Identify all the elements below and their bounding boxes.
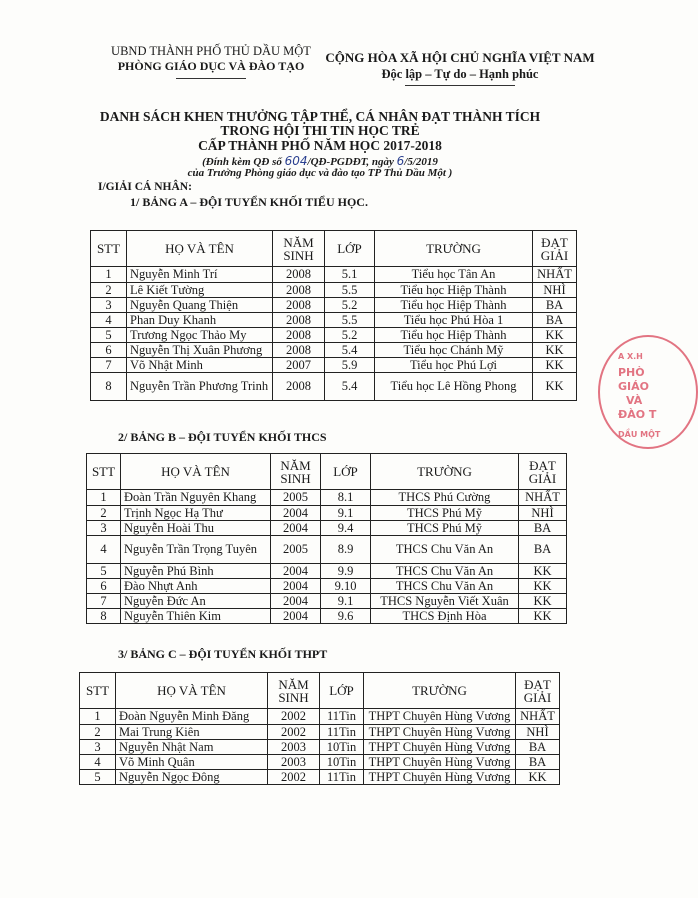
cell-name: Nguyễn Trần Phương Trinh [127,373,273,401]
cell-school: THCS Chu Văn An [371,564,519,579]
cell-year: 2004 [271,579,321,594]
section-individual-awards: I/GIẢI CÁ NHÂN: [98,181,192,193]
cell-school: THCS Chu Văn An [371,579,519,594]
col-year: NĂM SINH [271,454,321,490]
table-row [87,506,567,521]
col-year: NĂM SINH [273,231,325,267]
cell-year: 2008 [273,298,325,313]
cell-class: 8.1 [321,490,371,506]
decision-issuer: của Trưởng Phòng giáo dục và đào tạo TP Thủ Dầu Một ) [187,167,453,179]
col-award: ĐẠT GIẢI [516,673,560,709]
document-title-line2: TRONG HỘI THI TIN HỌC TRẺ [220,123,420,138]
cell-name: Võ Nhật Minh [127,358,273,373]
cell-name: Nguyễn Hoài Thu [121,521,271,536]
department-name: PHÒNG GIÁO DỤC VÀ ĐÀO TẠO [117,59,305,73]
cell-year: 2008 [273,267,325,283]
cell-name: Nguyễn Phú Bình [121,564,271,579]
cell-year: 2007 [273,358,325,373]
cell-name: Nguyễn Trần Trọng Tuyên [121,536,271,564]
cell-name: Trịnh Ngọc Hạ Thư [121,506,271,521]
cell-class: 5.2 [325,328,375,343]
cell-stt: 2 [91,283,127,298]
cell-school: Tiểu học Hiệp Thành [375,283,533,298]
cell-school: THCS Phú Mỹ [371,521,519,536]
cell-class: 9.4 [321,521,371,536]
col-stt: STT [80,673,116,709]
decision-reference: (Đính kèm QĐ số 604/QĐ-PGDĐT, ngày 6/5/2019 [202,154,438,168]
cell-stt: 5 [80,770,116,785]
cell-school: Tiểu học Chánh Mỹ [375,343,533,358]
cell-year: 2008 [273,283,325,298]
cell-stt: 5 [87,564,121,579]
cell-year: 2004 [271,609,321,624]
document-title-line1: DANH SÁCH KHEN THƯỞNG TẬP THỂ, CÁ NHÂN ĐẠT THÀNH TÍCH [99,109,541,124]
cell-award: NHÌ [533,283,577,298]
cell-stt: 4 [87,536,121,564]
cell-stt: 8 [87,609,121,624]
cell-name: Nguyễn Nhật Nam [116,740,268,755]
cell-class: 9.1 [321,594,371,609]
cell-year: 2004 [271,506,321,521]
cell-name: Mai Trung Kiên [116,725,268,740]
cell-name: Phan Duy Khanh [127,313,273,328]
agency-name: UBND THÀNH PHỐ THỦ DẦU MỘT [111,44,311,58]
cell-name: Nguyễn Ngọc Đông [116,770,268,785]
cell-award: BA [516,740,560,755]
col-school: TRƯỜNG [375,231,533,267]
cell-award: KK [516,770,560,785]
cell-school: THPT Chuyên Hùng Vương [364,709,516,725]
table-row [91,283,577,298]
cell-award: KK [533,343,577,358]
cell-stt: 1 [80,709,116,725]
cell-stt: 6 [91,343,127,358]
cell-class: 9.10 [321,579,371,594]
cell-stt: 1 [91,267,127,283]
cell-school: Tiểu học Phú Lợi [375,358,533,373]
cell-award: NHẤT [519,490,567,506]
cell-stt: 3 [80,740,116,755]
cell-school: Tiểu học Phú Hòa 1 [375,313,533,328]
cell-school: Tiểu học Tân An [375,267,533,283]
table-row [91,328,577,343]
cell-stt: 3 [91,298,127,313]
table-row [91,373,577,401]
cell-class: 5.4 [325,373,375,401]
cell-class: 9.1 [321,506,371,521]
cell-award: KK [533,328,577,343]
cell-award: KK [519,579,567,594]
col-school: TRƯỜNG [364,673,516,709]
cell-name: Nguyễn Thị Xuân Phương [127,343,273,358]
cell-year: 2002 [268,709,320,725]
cell-class: 5.5 [325,313,375,328]
table-row [91,313,577,328]
table-row [80,770,560,785]
col-year: NĂM SINH [268,673,320,709]
cell-name: Đoàn Trần Nguyên Khang [121,490,271,506]
cell-award: BA [533,298,577,313]
cell-year: 2008 [273,313,325,328]
table-row [80,725,560,740]
cell-award: BA [533,313,577,328]
cell-stt: 7 [87,594,121,609]
cell-year: 2003 [268,740,320,755]
cell-name: Nguyễn Minh Trí [127,267,273,283]
cell-class: 5.9 [325,358,375,373]
national-motto: Độc lập – Tự do – Hạnh phúc [381,67,539,81]
table-b [86,453,567,624]
table-row [91,298,577,313]
national-title: CỘNG HÒA XÃ HỘI CHỦ NGHĨA VIỆT NAM [325,50,595,65]
cell-year: 2003 [268,755,320,770]
cell-school: THCS Phú Mỹ [371,506,519,521]
col-class: LỚP [325,231,375,267]
cell-year: 2008 [273,373,325,401]
cell-name: Trương Ngọc Thảo My [127,328,273,343]
cell-class: 9.6 [321,609,371,624]
cell-class: 5.2 [325,298,375,313]
table-a [90,230,577,401]
cell-year: 2008 [273,343,325,358]
cell-year: 2004 [271,594,321,609]
col-class: LỚP [320,673,364,709]
cell-school: Tiểu học Lê Hồng Phong [375,373,533,401]
table-row [87,536,567,564]
cell-class: 10Tin [320,755,364,770]
cell-award: BA [519,536,567,564]
cell-name: Nguyễn Thiên Kim [121,609,271,624]
col-school: TRƯỜNG [371,454,519,490]
cell-stt: 2 [87,506,121,521]
table-row [87,579,567,594]
col-name: HỌ VÀ TÊN [127,231,273,267]
handwritten-decision-number: 604 [284,154,308,168]
table-row [80,709,560,725]
table-row [91,358,577,373]
cell-award: NHẤT [533,267,577,283]
table-row [80,755,560,770]
cell-school: Tiểu học Hiệp Thành [375,328,533,343]
cell-class: 5.4 [325,343,375,358]
cell-school: THCS Nguyễn Viết Xuân [371,594,519,609]
table-row [87,521,567,536]
document-title-line3: CẤP THÀNH PHỐ NĂM HỌC 2017-2018 [198,138,442,153]
cell-class: 11Tin [320,709,364,725]
official-seal: A X.H PHÒ GIÁO VÀ ĐÀO T DẦU MỘT [598,335,698,449]
agency-underline [176,78,246,79]
cell-stt: 5 [91,328,127,343]
col-stt: STT [91,231,127,267]
cell-name: Nguyễn Quang Thiện [127,298,273,313]
cell-name: Lê Kiết Tường [127,283,273,298]
cell-class: 11Tin [320,725,364,740]
cell-award: BA [519,521,567,536]
cell-class: 5.1 [325,267,375,283]
col-name: HỌ VÀ TÊN [121,454,271,490]
cell-year: 2004 [271,564,321,579]
cell-stt: 1 [87,490,121,506]
cell-award: KK [519,564,567,579]
table-row [91,343,577,358]
table-row [87,594,567,609]
cell-award: NHẤT [516,709,560,725]
cell-award: KK [533,373,577,401]
table-c [79,672,560,785]
cell-stt: 4 [91,313,127,328]
table-row [87,564,567,579]
cell-school: THCS Phú Cường [371,490,519,506]
table-row [80,740,560,755]
table-row [91,267,577,283]
cell-stt: 7 [91,358,127,373]
cell-class: 11Tin [320,770,364,785]
col-name: HỌ VÀ TÊN [116,673,268,709]
table-row [87,490,567,506]
cell-year: 2002 [268,770,320,785]
table-row [87,609,567,624]
table-a-heading: 1/ BẢNG A – ĐỘI TUYỂN KHỐI TIỂU HỌC. [130,195,368,209]
cell-stt: 4 [80,755,116,770]
handwritten-day: 6 [396,154,405,168]
cell-year: 2005 [271,536,321,564]
col-award: ĐẠT GIẢI [533,231,577,267]
cell-year: 2008 [273,328,325,343]
cell-stt: 8 [91,373,127,401]
agency-header [106,44,316,79]
cell-stt: 6 [87,579,121,594]
cell-award: KK [519,594,567,609]
col-stt: STT [87,454,121,490]
cell-year: 2005 [271,490,321,506]
cell-school: THCS Chu Văn An [371,536,519,564]
motto-underline [405,85,515,86]
cell-school: THPT Chuyên Hùng Vương [364,770,516,785]
cell-class: 8.9 [321,536,371,564]
cell-school: THCS Định Hòa [371,609,519,624]
cell-school: THPT Chuyên Hùng Vương [364,740,516,755]
cell-school: THPT Chuyên Hùng Vương [364,725,516,740]
cell-name: Đào Nhựt Anh [121,579,271,594]
cell-year: 2002 [268,725,320,740]
col-award: ĐẠT GIẢI [519,454,567,490]
cell-school: Tiểu học Hiệp Thành [375,298,533,313]
cell-stt: 2 [80,725,116,740]
table-b-heading: 2/ BẢNG B – ĐỘI TUYỂN KHỐI THCS [118,430,327,444]
cell-award: KK [519,609,567,624]
cell-award: NHÌ [519,506,567,521]
cell-school: THPT Chuyên Hùng Vương [364,755,516,770]
cell-class: 9.9 [321,564,371,579]
cell-award: BA [516,755,560,770]
cell-name: Nguyễn Đức An [121,594,271,609]
col-class: LỚP [321,454,371,490]
cell-class: 5.5 [325,283,375,298]
table-c-heading: 3/ BẢNG C – ĐỘI TUYỂN KHỐI THPT [118,647,328,661]
cell-year: 2004 [271,521,321,536]
cell-class: 10Tin [320,740,364,755]
cell-award: KK [533,358,577,373]
national-header [318,50,602,86]
cell-award: NHÌ [516,725,560,740]
cell-stt: 3 [87,521,121,536]
cell-name: Đoàn Nguyễn Minh Đăng [116,709,268,725]
cell-name: Võ Minh Quân [116,755,268,770]
